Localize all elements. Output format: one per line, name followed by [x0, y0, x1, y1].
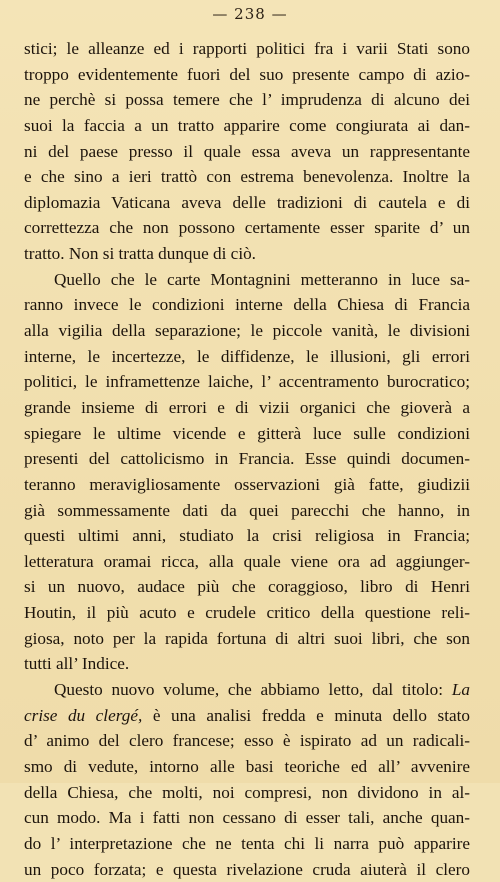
- text-line: ranno invece le condizioni interne della Chiesa di Francia: [24, 292, 470, 318]
- text-line: tratto. Non si tratta dunque di ciò.: [24, 241, 470, 267]
- text-line: questi ultimi anni, studiato la crisi religiosa in Francia;: [24, 523, 470, 549]
- text-line: giosa, noto per la rapida fortuna di altri suoi libri, che son: [24, 626, 470, 652]
- text-line: correttezza che non possono certamente esser sparite d’ un: [24, 215, 470, 241]
- text-line: grande insieme di errori e di vizii organici che gioverà a: [24, 395, 470, 421]
- text-line: crise du clergé, è una analisi fredda e minuta dello stato: [24, 703, 470, 729]
- text-line: e che sino a ieri trattò con estrema benevolenza. Inoltre la: [24, 164, 470, 190]
- text-line: presenti del cattolicismo in Francia. Esse quindi documen-: [24, 446, 470, 472]
- paragraph: [24, 677, 470, 882]
- paragraph: [24, 267, 470, 677]
- text-line: smo di vedute, intorno alle basi teoriche ed all’ avvenire: [24, 754, 470, 780]
- text-line: suoi la faccia a un tratto apparire come congiurata ai dan-: [24, 113, 470, 139]
- text-line: troppo evidentemente fuori del suo presente campo di azio-: [24, 62, 470, 88]
- text-line: alla vigilia della separazione; le piccole vanità, le divisioni: [24, 318, 470, 344]
- text-line: interne, le incertezze, le diffidenze, le illusioni, gli errori: [24, 344, 470, 370]
- text-line: cun modo. Ma i fatti non cessano di esser tali, anche quan-: [24, 805, 470, 831]
- text-line: un poco forzata; e questa rivelazione cruda aiuterà il clero: [24, 857, 470, 882]
- text-line: stici; le alleanze ed i rapporti politici fra i varii Stati sono: [24, 36, 470, 62]
- text-line: Houtin, il più acuto e crudele critico della questione reli-: [24, 600, 470, 626]
- text-line: Questo nuovo volume, che abbiamo letto, dal titolo: La: [24, 677, 470, 703]
- text-line: ni del paese presso il quale essa aveva un rappresentante: [24, 139, 470, 165]
- text-line: politici, le inframettenze laiche, l’ accentramento burocratico;: [24, 369, 470, 395]
- text-line: già sommessamente dati da quei parecchi che hanno, in: [24, 498, 470, 524]
- text-line: letteratura oramai ricca, alla quale viene ora ad aggiunger-: [24, 549, 470, 575]
- page-number: — 238 —: [0, 5, 500, 23]
- text-line: si un nuovo, audace più che coraggioso, libro di Henri: [24, 574, 470, 600]
- text-line: spiegare le ultime vicende e gitterà luce sulle condizioni: [24, 421, 470, 447]
- text-line: diplomazia Vaticana aveva delle tradizioni di cautela e di: [24, 190, 470, 216]
- paragraph: [24, 36, 470, 267]
- text-line: della Chiesa, che molti, noi compresi, non dividono in al-: [24, 780, 470, 806]
- text-line: d’ animo del clero francese; esso è ispirato ad un radicali-: [24, 728, 470, 754]
- text-line: ne perchè si possa temere che l’ imprudenza di alcuno dei: [24, 87, 470, 113]
- text-line: Quello che le carte Montagnini metteranno in luce sa-: [24, 267, 470, 293]
- body-text: [24, 36, 470, 882]
- text-line: teranno meravigliosamente osservazioni già fatte, giudizii: [24, 472, 470, 498]
- text-line: do l’ interpretazione che ne tenta chi li narra può apparire: [24, 831, 470, 857]
- text-line: tutti all’ Indice.: [24, 651, 470, 677]
